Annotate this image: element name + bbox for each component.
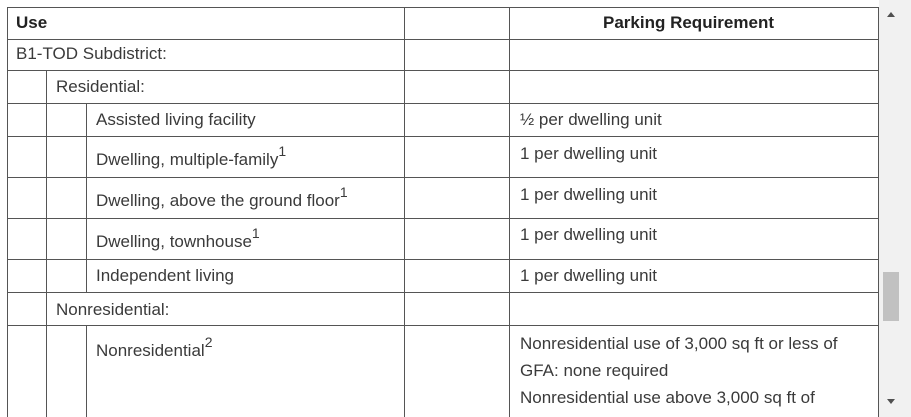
scroll-down-arrow-icon[interactable] — [887, 399, 895, 404]
row-parking-nonresidential-line-1: Nonresidential use of 3,000 sq ft or less of — [520, 334, 838, 353]
row-parking-dwelling-above-ground: 1 per dwelling unit — [520, 185, 658, 204]
header-use: Use — [16, 13, 48, 32]
row-label-subdistrict: B1-TOD Subdistrict: — [16, 44, 167, 63]
table-border-top — [7, 7, 879, 8]
table-column-divider — [404, 7, 405, 417]
table-row-divider — [7, 39, 879, 40]
footnote-ref[interactable]: 1 — [278, 143, 287, 159]
row-label-dwelling-multiple-family: Dwelling, multiple-family$^1$ — [96, 143, 287, 169]
row-parking-nonresidential-line-3: Nonresidential use above 3,000 sq ft of — [520, 388, 815, 407]
row-parking-dwelling-townhouse: 1 per dwelling unit — [520, 225, 658, 244]
table-row-divider — [7, 103, 879, 104]
row-label-nonresidential-group: Nonresidential: — [56, 300, 170, 319]
row-label-dwelling-above-ground: Dwelling, above the ground floor$^1$ — [96, 184, 348, 210]
vertical-scrollbar[interactable] — [879, 0, 911, 417]
row-parking-assisted-living: ½ per dwelling unit — [520, 110, 662, 129]
scrollbar-thumb[interactable] — [883, 272, 899, 321]
header-parking-requirement: Parking Requirement — [603, 13, 774, 32]
row-label-assisted-living: Assisted living facility — [96, 110, 256, 129]
table-row-divider — [7, 325, 879, 326]
row-parking-dwelling-multiple-family: 1 per dwelling unit — [520, 144, 658, 163]
table-column-divider — [509, 7, 510, 417]
table-indent-line — [86, 325, 87, 417]
table-indent-line — [46, 70, 47, 417]
table-row-divider — [7, 136, 879, 137]
table-border-left — [7, 7, 8, 417]
row-label-nonresidential: Nonresidential$^2$ — [96, 334, 213, 360]
footnote-ref[interactable]: 2 — [204, 334, 213, 350]
table-row-divider — [7, 218, 879, 219]
table-row-divider — [7, 259, 879, 260]
table-row-divider — [7, 70, 879, 71]
row-label-independent-living: Independent living — [96, 266, 235, 285]
footnote-ref[interactable]: 1 — [339, 184, 348, 200]
row-parking-independent-living: 1 per dwelling unit — [520, 266, 658, 285]
row-parking-nonresidential-line-2: GFA: none required — [520, 361, 669, 380]
table-row-divider — [7, 292, 879, 293]
row-label-residential: Residential: — [56, 77, 145, 96]
scroll-up-arrow-icon[interactable] — [887, 12, 895, 17]
table-row-divider — [7, 177, 879, 178]
row-label-dwelling-townhouse: Dwelling, townhouse$^1$ — [96, 225, 260, 251]
footnote-ref[interactable]: 1 — [251, 225, 260, 241]
table-indent-line — [86, 103, 87, 292]
